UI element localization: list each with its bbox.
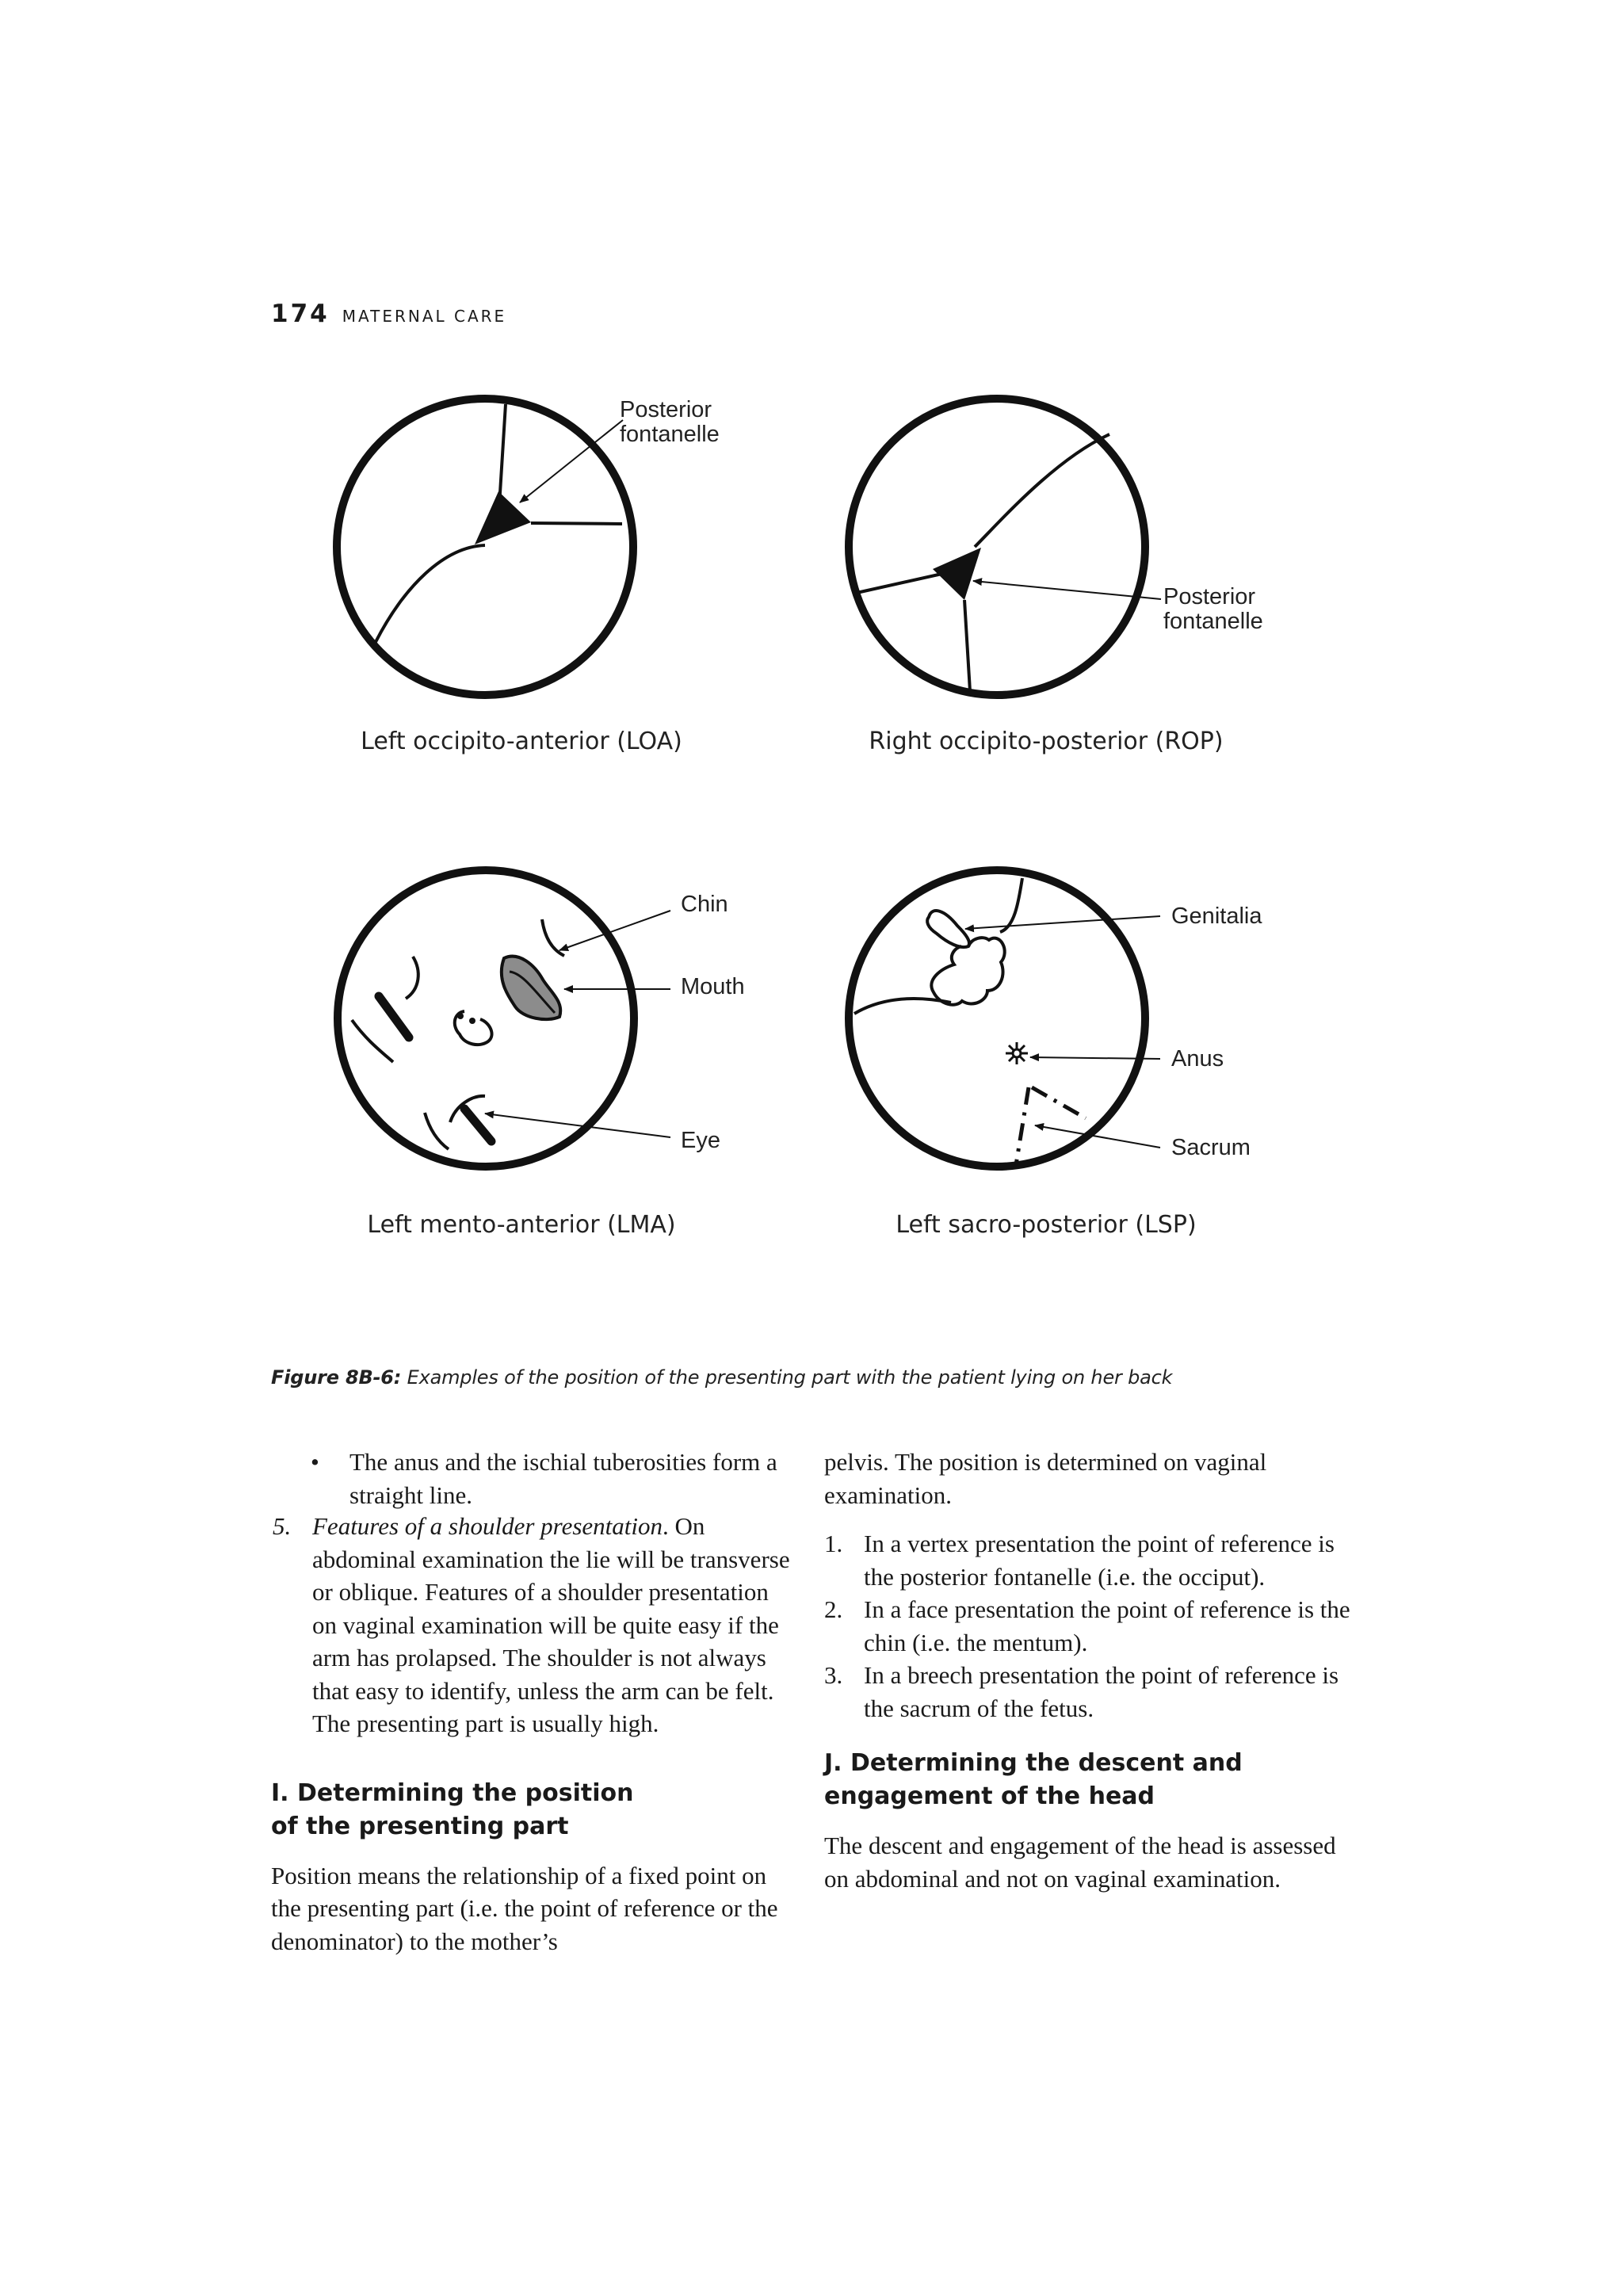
list-item-5-number: 5.: [273, 1512, 292, 1540]
loa-lambdoid-suture: [376, 545, 485, 642]
section-heading-j-line1: J. Determining the descent and: [824, 1749, 1243, 1777]
figure-caption-label: Figure 8B-6:: [271, 1366, 402, 1389]
section-heading-i: [271, 1777, 794, 1843]
list-item-5-text: . On abdominal examination the lie will be transverse or oblique. Features of a shoulder presentation on vaginal examination will be quite easy if the arm has prolapsed. The shoulder is not always that easy to identify, unless the arm can be felt. The presenting part is usually high.: [312, 1512, 790, 1737]
list-item-text: In a breech presentation the point of reference is the sacrum of the fetus.: [864, 1661, 1339, 1722]
lma-title: Left mento-anterior (LMA): [367, 1211, 676, 1239]
descent-paragraph: The descent and engagement of the head is assessed on abdominal and not on vaginal examination.: [824, 1832, 1336, 1893]
list-item-number: 3.: [824, 1661, 843, 1689]
section-heading-i-line2: of the presenting part: [271, 1812, 569, 1840]
lsp-sacrum-label: Sacrum: [1171, 1135, 1251, 1160]
lsp-title: Left sacro-posterior (LSP): [896, 1211, 1197, 1239]
lsp-genitalia: [927, 911, 969, 947]
figure-caption: [271, 1366, 1172, 1389]
lsp-anus-label: Anus: [1171, 1046, 1224, 1072]
list-item: [824, 1593, 1363, 1659]
section-heading-i-line1: I. Determining the position: [271, 1778, 634, 1807]
bullet-mark: •: [311, 1448, 319, 1476]
lsp-diagram: [849, 870, 1160, 1167]
rop-head-circle: [849, 399, 1145, 695]
lma-head-circle: [338, 870, 634, 1167]
list-item-number: 2.: [824, 1595, 843, 1623]
reference-points-list: [824, 1527, 1363, 1725]
lma-mouth-label: Mouth: [681, 974, 745, 999]
lma-upper-eye: [379, 996, 409, 1037]
list-item-5-title: Features of a shoulder presentation: [312, 1512, 663, 1540]
rop-title: Right occipito-posterior (ROP): [869, 728, 1224, 755]
loa-fontanelle-label: Posterior fontanelle: [620, 397, 720, 447]
bullet-item: [271, 1446, 794, 1511]
lma-chin-label: Chin: [681, 892, 728, 917]
list-item: [824, 1527, 1363, 1593]
section-title: MATERNAL CARE: [342, 307, 507, 326]
rop-diagram: [849, 399, 1161, 695]
lma-diagram: [338, 870, 670, 1167]
lsp-head-circle: [849, 870, 1145, 1167]
rop-fontanelle-label: Posterior fontanelle: [1163, 584, 1263, 634]
rop-posterior-fontanelle: [933, 548, 981, 600]
figure-caption-text: Examples of the position of the presenting part with the patient lying on her back: [401, 1366, 1173, 1389]
lma-eye-label: Eye: [681, 1128, 720, 1153]
body-left-column: [271, 1446, 794, 1958]
section-heading-j: [824, 1747, 1363, 1813]
bullet-text: The anus and the ischial tuberosities form a straight line.: [349, 1448, 777, 1509]
section-heading-j-line2: engagement of the head: [824, 1782, 1155, 1810]
page-number: 174: [271, 300, 330, 328]
list-item-text: In a face presentation the point of reference is the chin (i.e. the mentum).: [864, 1595, 1350, 1656]
lsp-genitalia-label: Genitalia: [1171, 904, 1262, 929]
lsp-anus: [1006, 1042, 1028, 1064]
position-paragraph: Position means the relationship of a fixed point on the presenting part (i.e. the point of reference or the denominator) to the mother’s: [271, 1861, 778, 1955]
list-item-5: [271, 1510, 794, 1740]
list-item: [824, 1659, 1363, 1725]
position-paragraph-continued: pelvis. The position is determined on vaginal examination.: [824, 1448, 1267, 1509]
loa-title: Left occipito-anterior (LOA): [361, 728, 682, 755]
lsp-sacrum: [1016, 1087, 1029, 1165]
body-right-column: [824, 1446, 1363, 1895]
list-item-text: In a vertex presentation the point of reference is the posterior fontanelle (i.e. the occiput).: [864, 1530, 1335, 1591]
list-item-number: 1.: [824, 1530, 843, 1557]
loa-diagram: [337, 399, 633, 695]
